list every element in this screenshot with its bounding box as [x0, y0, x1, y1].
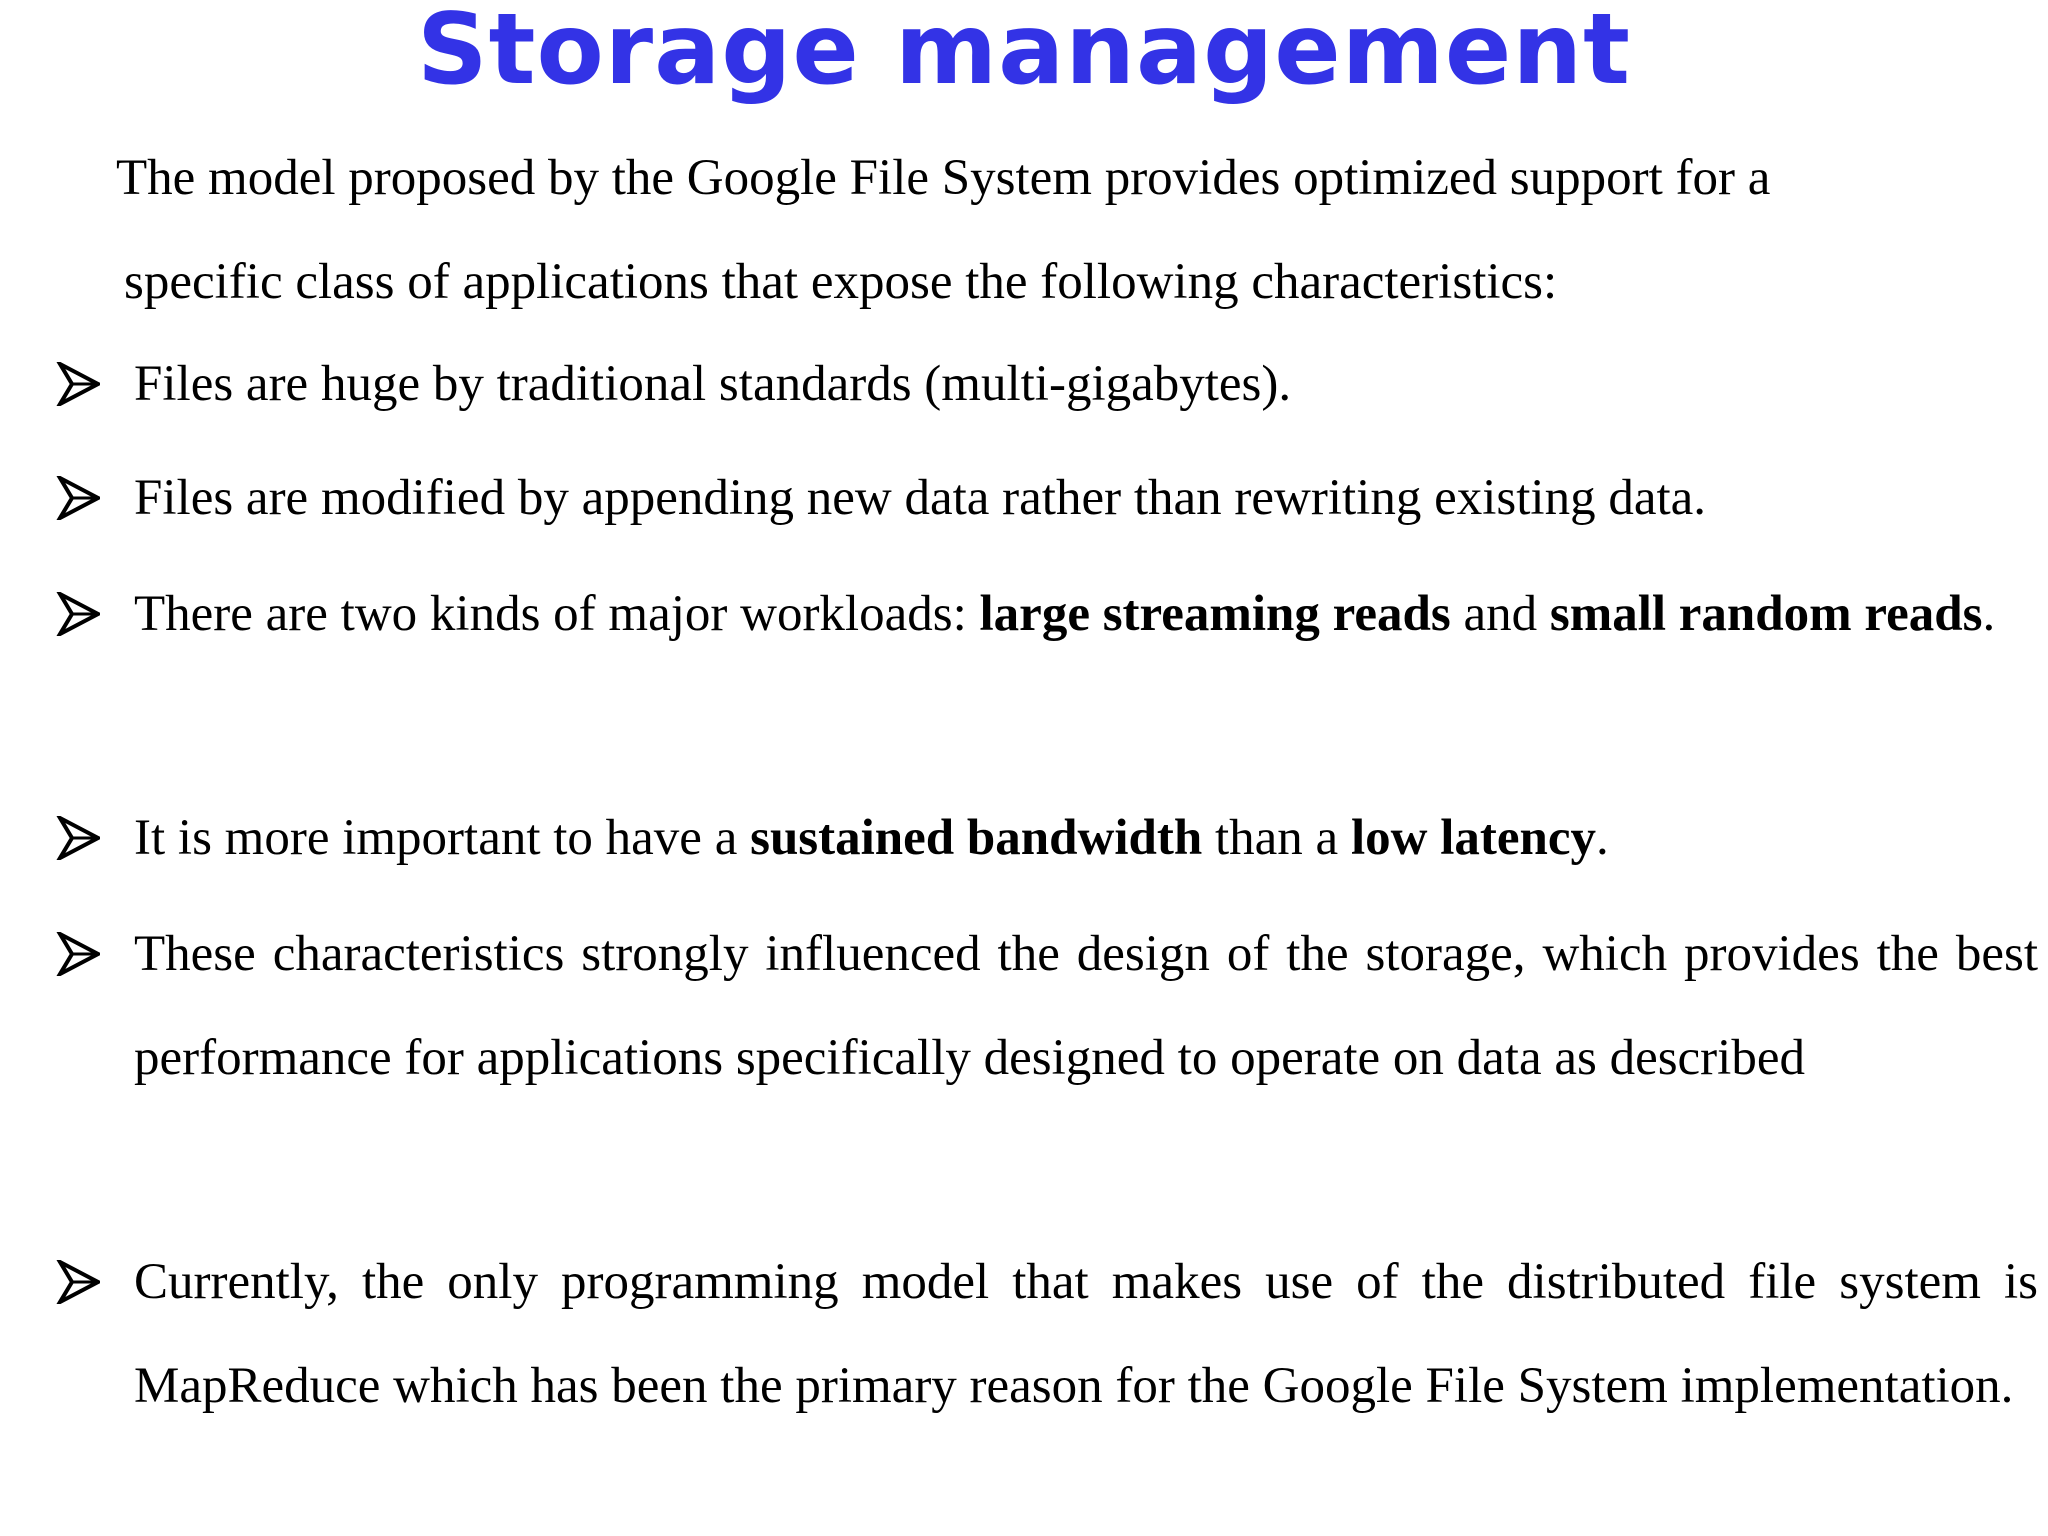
- intro-line-2: specific class of applications that expose the following characteristics:: [124, 254, 1558, 310]
- arrowhead-bullet-icon: [56, 592, 100, 636]
- bullet-text-3: [134, 562, 2038, 666]
- bullet-4-bold-low-latency: low latency: [1350, 810, 1596, 866]
- arrowhead-bullet-icon: [56, 476, 100, 520]
- bullet-3-part-3: and: [1450, 586, 1550, 642]
- slide-title: Storage management: [417, 0, 1631, 107]
- bullet-3-part-1: There are two kinds of major workloads:: [134, 586, 980, 642]
- bullet-3-bold-large-streaming-reads: large streaming reads: [979, 586, 1451, 642]
- arrowhead-bullet-icon: [56, 816, 100, 860]
- bullet-text-6: Currently, the only programming model that makes use of the distributed file system is MapReduce which has been the primary reason for the Google File System implementation.: [134, 1254, 2038, 1414]
- intro-paragraph: [116, 126, 2038, 334]
- bullet-text-1: Files are huge by traditional standards (multi-gigabytes).: [134, 356, 1292, 412]
- bullet-4-part-5: .: [1595, 810, 1609, 866]
- bullet-3-bold-small-random-reads: small random reads: [1549, 586, 1983, 642]
- bullet-text-4: [134, 786, 2038, 890]
- bullet-text-2: Files are modified by appending new data rather than rewriting existing data.: [134, 470, 1707, 526]
- arrowhead-bullet-icon: [56, 932, 100, 976]
- bullet-4-part-1: It is more important to have a: [134, 810, 751, 866]
- bullet-4-part-3: than a: [1202, 810, 1351, 866]
- arrowhead-bullet-icon: [56, 362, 100, 406]
- bullet-text-5: These characteristics strongly influenced the design of the storage, which provides the best performance for applications specifically designed to operate on data as described: [134, 926, 2038, 1086]
- arrowhead-bullet-icon: [56, 1260, 100, 1304]
- intro-line-1: The model proposed by the Google File System provides optimized support for a: [116, 150, 1771, 206]
- bullet-3-part-5: .: [1982, 586, 1996, 642]
- bullet-4-bold-sustained-bandwidth: sustained bandwidth: [750, 810, 1203, 866]
